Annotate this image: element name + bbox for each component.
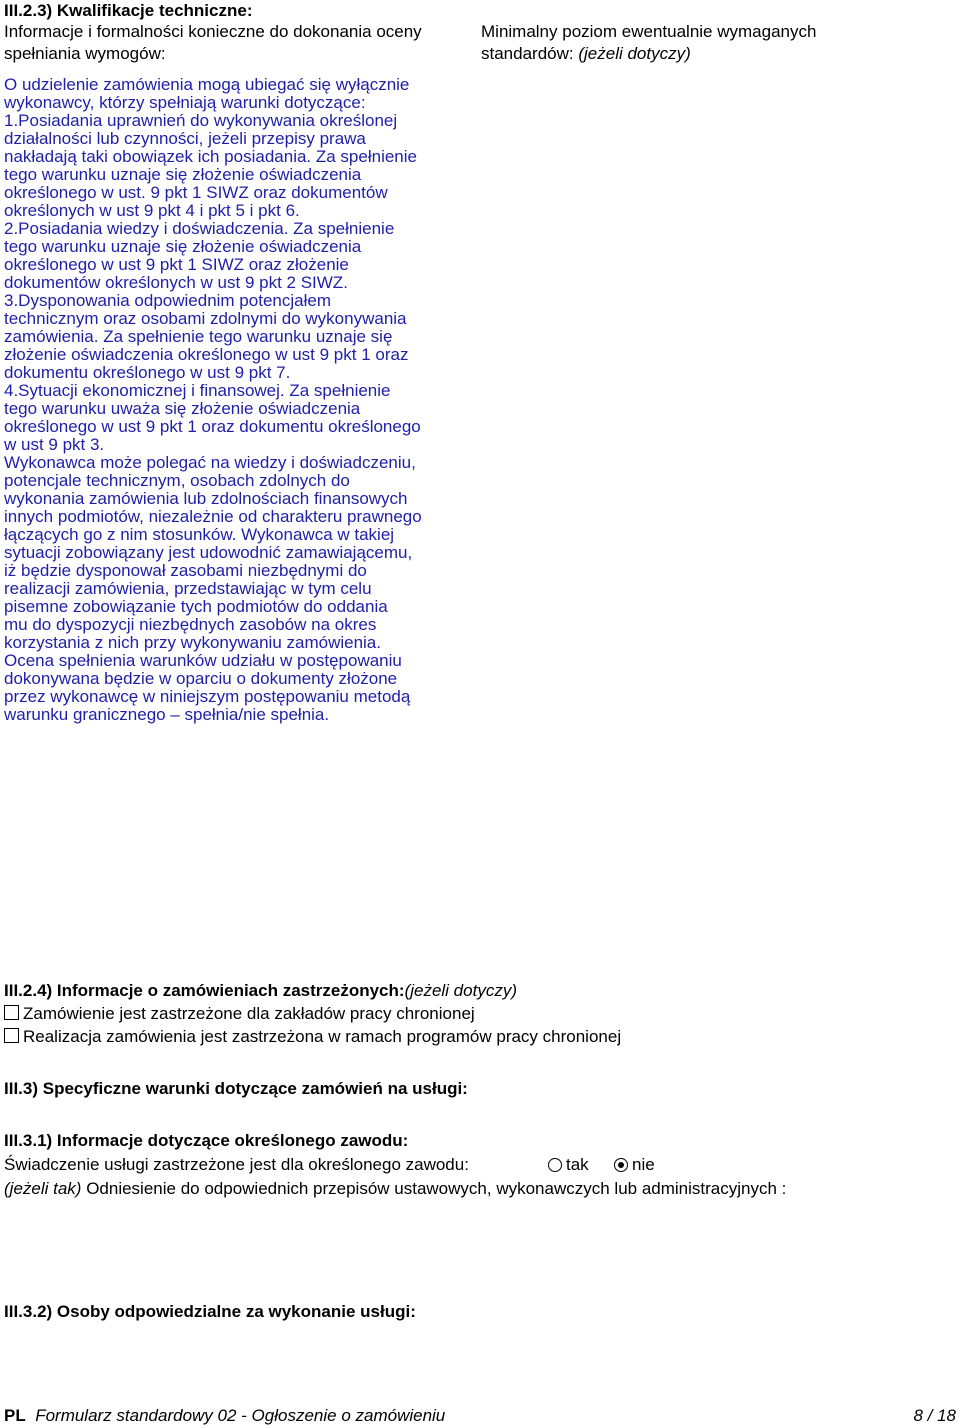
- footer-page-number: [913, 1406, 956, 1426]
- requirement-line: korzystania z nich przy wykonywaniu zamówienia.: [4, 633, 381, 652]
- requirement-line: dokumentów określonych w ust 9 pkt 2 SIWZ.: [4, 273, 348, 292]
- footer-language: PL: [4, 1406, 26, 1425]
- requirement-line: nakładają taki obowiązek ich posiadania. Za spełnienie: [4, 147, 417, 166]
- requirement-line: Ocena spełnienia warunków udziału w postępowaniu: [4, 651, 402, 670]
- requirement-line: Wykonawca może polegać na wiedzy i doświadczeniu,: [4, 453, 416, 472]
- requirement-line: określonego w ust 9 pkt 1 oraz dokumentu określonego: [4, 417, 421, 436]
- note-condition: (jeżeli tak): [4, 1179, 82, 1198]
- requirement-line: 4.Sytuacji ekonomicznej i finansowej. Za spełnienie: [4, 381, 391, 400]
- profession-question: Świadczenie usługi zastrzeżone jest dla określonego zawodu:: [4, 1155, 469, 1174]
- requirement-line: tego warunku uważa się złożenie oświadczenia: [4, 399, 361, 418]
- requirement-line: 1.Posiadania uprawnień do wykonywania określonej: [4, 111, 398, 130]
- left-header-line-1: Informacje i formalności konieczne do dokonania oceny: [4, 22, 422, 41]
- requirement-line: innych podmiotów, niezależnie od charakteru prawnego: [4, 507, 422, 526]
- checkbox-row-programy[interactable]: [4, 1026, 621, 1048]
- requirement-line: wykonawcy, którzy spełniają warunki dotyczące:: [4, 93, 366, 112]
- radio-option-tak[interactable]: [548, 1154, 589, 1176]
- section-title-kwalifikacje: III.2.3) Kwalifikacje techniczne:: [4, 1, 253, 20]
- requirement-line: określonego w ust 9 pkt 1 SIWZ oraz złożenie: [4, 255, 349, 274]
- requirement-line: łączących go z nim stosunków. Wykonawca w takiej: [4, 525, 395, 544]
- checkbox-label: Zamówienie jest zastrzeżone dla zakładów pracy chronionej: [23, 1004, 475, 1023]
- radio-label-tak: tak: [566, 1155, 589, 1174]
- checkbox-icon[interactable]: [4, 1005, 19, 1020]
- left-header-line-2: spełniania wymogów:: [4, 44, 166, 63]
- requirement-line: dokonywana będzie w oparciu o dokumenty złożone: [4, 669, 398, 688]
- right-column-header: [481, 21, 816, 65]
- requirement-line: 3.Dysponowania odpowiednim potencjałem: [4, 291, 331, 310]
- requirement-line: określonych w ust 9 pkt 4 i pkt 5 i pkt 6.: [4, 201, 300, 220]
- legal-reference-note: [4, 1178, 786, 1200]
- right-header-note: (jeżeli dotyczy): [578, 44, 691, 63]
- right-header-line-2: [481, 43, 816, 65]
- section-title-osoby: III.3.2) Osoby odpowiedzialne za wykonanie usługi:: [4, 1302, 416, 1321]
- section-title-zastrzezone: [4, 980, 517, 1002]
- footer-left: [4, 1406, 445, 1426]
- requirement-line: warunku granicznego – spełnia/nie spełnia.: [4, 705, 330, 724]
- requirement-line: 2.Posiadania wiedzy i doświadczenia. Za spełnienie: [4, 219, 395, 238]
- requirement-line: mu do dyspozycji niezbędnych zasobów na okres: [4, 615, 377, 634]
- requirement-line: przez wykonawcę w niniejszym postępowaniu metodą: [4, 687, 411, 706]
- section-title-text: III.2.4) Informacje o zamówieniach zastrzeżonych:: [4, 981, 405, 1000]
- left-column-header: [4, 21, 422, 65]
- section-title-note: (jeżeli dotyczy): [404, 981, 517, 1000]
- requirement-line: technicznym oraz osobami zdolnymi do wykonywania: [4, 309, 407, 328]
- requirement-line: tego warunku uznaje się złożenie oświadczenia: [4, 237, 362, 256]
- checkbox-icon[interactable]: [4, 1028, 19, 1043]
- requirement-line: zamówienia. Za spełnienie tego warunku uznaje się: [4, 327, 393, 346]
- footer-form-name: Formularz standardowy 02 - Ogłoszenie o zamówieniu: [35, 1406, 446, 1425]
- radio-option-nie[interactable]: [614, 1154, 655, 1176]
- requirements-text-block: [4, 76, 422, 724]
- page-number-text: 8 / 18: [913, 1406, 956, 1425]
- requirement-line: O udzielenie zamówienia mogą ubiegać się wyłącznie: [4, 75, 410, 94]
- requirement-line: określonego w ust. 9 pkt 1 SIWZ oraz dokumentów: [4, 183, 388, 202]
- requirement-line: dokumentu określonego w ust 9 pkt 7.: [4, 363, 291, 382]
- right-header-line-1: Minimalny poziom ewentualnie wymaganych: [481, 22, 817, 41]
- requirement-line: wykonania zamówienia lub zdolnościach finansowych: [4, 489, 408, 508]
- requirement-line: pisemne zobowiązanie tych podmiotów do oddania: [4, 597, 388, 616]
- radio-unchecked-icon[interactable]: [548, 1158, 562, 1172]
- right-header-text: standardów:: [481, 44, 579, 63]
- checkbox-row-zaklady[interactable]: [4, 1003, 475, 1025]
- requirement-line: w ust 9 pkt 3.: [4, 435, 105, 454]
- checkbox-label: Realizacja zamówienia jest zastrzeżona w ramach programów pracy chronionej: [23, 1027, 622, 1046]
- section-title-zawod: III.3.1) Informacje dotyczące określonego zawodu:: [4, 1131, 409, 1150]
- note-text: Odniesienie do odpowiednich przepisów ustawowych, wykonawczych lub administracyjnych :: [81, 1179, 787, 1198]
- radio-checked-icon[interactable]: [614, 1158, 628, 1172]
- requirement-line: potencjale technicznym, osobach zdolnych do: [4, 471, 350, 490]
- requirement-line: tego warunku uznaje się złożenie oświadczenia: [4, 165, 362, 184]
- requirement-line: realizacji zamówienia, przedstawiając w tym celu: [4, 579, 372, 598]
- requirement-line: iż będzie dysponował zasobami niezbędnymi do: [4, 561, 367, 580]
- section-title-uslugi: III.3) Specyficzne warunki dotyczące zamówień na usługi:: [4, 1079, 468, 1098]
- requirement-line: działalności lub czynności, jeżeli przepisy prawa: [4, 129, 366, 148]
- radio-label-nie: nie: [632, 1155, 655, 1174]
- requirement-line: sytuacji zobowiązany jest udowodnić zamawiającemu,: [4, 543, 413, 562]
- requirement-line: złożenie oświadczenia określonego w ust 9 pkt 1 oraz: [4, 345, 409, 364]
